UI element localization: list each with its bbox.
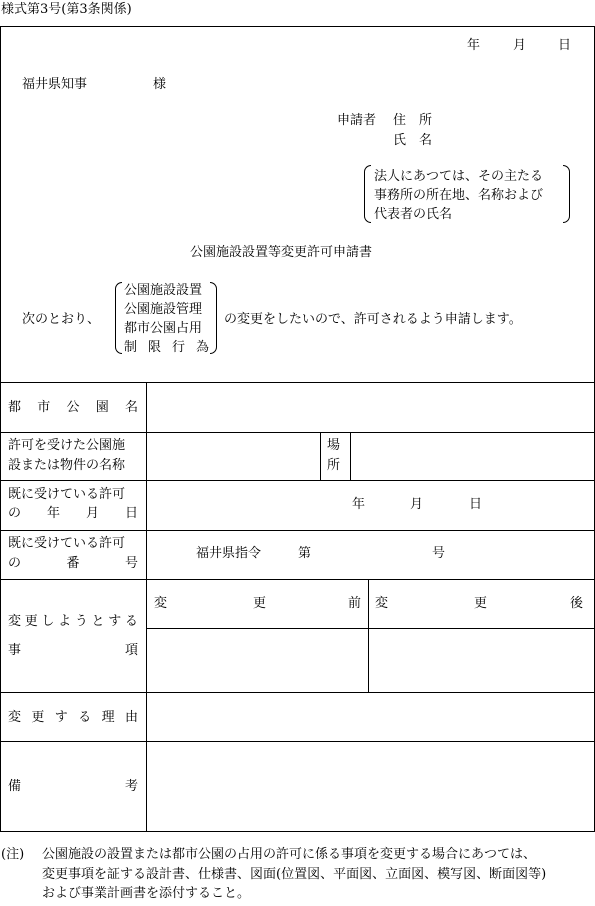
column-divider — [146, 382, 147, 832]
column-divider — [368, 579, 369, 692]
body-suffix: の変更をしたいので、許可されるよう申請します。 — [224, 312, 522, 327]
honorific: 様 — [153, 77, 167, 92]
before-header-1: 変 — [154, 596, 168, 611]
options-bracket-left — [115, 282, 122, 354]
form-number: 様式第3号(第3条関係) — [1, 2, 132, 17]
reason-label: 変 更 す る 理 由 — [8, 710, 138, 725]
permit-month: 月 — [410, 497, 424, 512]
note-line-3: および事業計画書を添付すること。 — [42, 886, 251, 901]
change-label-line-2: 事 項 — [8, 643, 138, 658]
corp-note-bracket-right — [563, 165, 570, 223]
before-header-3: 前 — [348, 596, 362, 611]
name-label: 氏 名 — [393, 133, 433, 148]
corp-note-bracket-left — [364, 165, 371, 223]
permit-date-label-line-2: の 年 月 日 — [8, 506, 138, 521]
option-restricted-act: 制限行為 — [124, 340, 221, 355]
form-title: 公園施設設置等変更許可申請書 — [190, 245, 373, 260]
place-label-2: 所 — [327, 458, 341, 473]
row-divider — [0, 530, 595, 531]
column-divider — [350, 432, 351, 480]
corp-note-line-1: 法人にあつては、その主たる — [374, 169, 544, 184]
corp-note-line-2: 事務所の所在地、名称および — [374, 188, 544, 203]
permit-year: 年 — [352, 497, 366, 512]
permit-no-label-line-1: 既に受けている許可 — [8, 536, 126, 551]
address-label: 住 所 — [393, 113, 433, 128]
permit-no-prefix: 福井県指令 — [196, 546, 262, 561]
facility-label-line-2: 設または物件の名称 — [8, 458, 126, 473]
place-label-1: 場 — [327, 438, 341, 453]
permit-no-dai: 第 — [298, 546, 312, 561]
column-divider — [320, 432, 321, 480]
park-name-label: 都 市 公 園 名 — [8, 400, 138, 415]
row-divider — [0, 692, 595, 693]
date-year: 年 — [467, 38, 481, 53]
date-day: 日 — [558, 38, 572, 53]
permit-day: 日 — [469, 497, 483, 512]
change-label-line-1: 変 更 し よ う と す る — [8, 614, 138, 629]
option-facility-install: 公園施設設置 — [124, 283, 203, 298]
date-month: 月 — [513, 38, 527, 53]
addressee: 福井県知事 — [22, 77, 88, 92]
permit-date-label-line-1: 既に受けている許可 — [8, 487, 126, 502]
before-header-2: 更 — [253, 596, 267, 611]
note-mark: (注) — [1, 847, 25, 862]
option-park-occupy: 都市公園占用 — [124, 321, 203, 336]
after-header-3: 後 — [570, 596, 584, 611]
corp-note-line-3: 代表者の氏名 — [374, 207, 453, 222]
note-line-1: 公園施設の設置または都市公園の占用の許可に係る事項を変更する場合にあつては、 — [42, 847, 537, 862]
permit-no-go: 号 — [432, 546, 446, 561]
row-divider — [146, 628, 595, 629]
remarks-label: 備 考 — [8, 779, 138, 794]
row-divider — [0, 480, 595, 481]
facility-label-line-1: 許可を受けた公園施 — [8, 438, 126, 453]
row-divider — [0, 741, 595, 742]
after-header-1: 変 — [375, 596, 389, 611]
permit-no-label-line-2: の 番 号 — [8, 556, 138, 571]
note-line-2: 変更事項を証する設計書、仕様書、図面(位置図、平面図、立面図、模写図、断面図等) — [42, 867, 547, 882]
row-divider — [0, 382, 595, 383]
body-prefix: 次のとおり、 — [22, 312, 101, 327]
row-divider — [0, 432, 595, 433]
option-facility-manage: 公園施設管理 — [124, 302, 203, 317]
row-divider — [0, 579, 595, 580]
applicant-label: 申請者 — [337, 113, 377, 128]
after-header-2: 更 — [474, 596, 488, 611]
